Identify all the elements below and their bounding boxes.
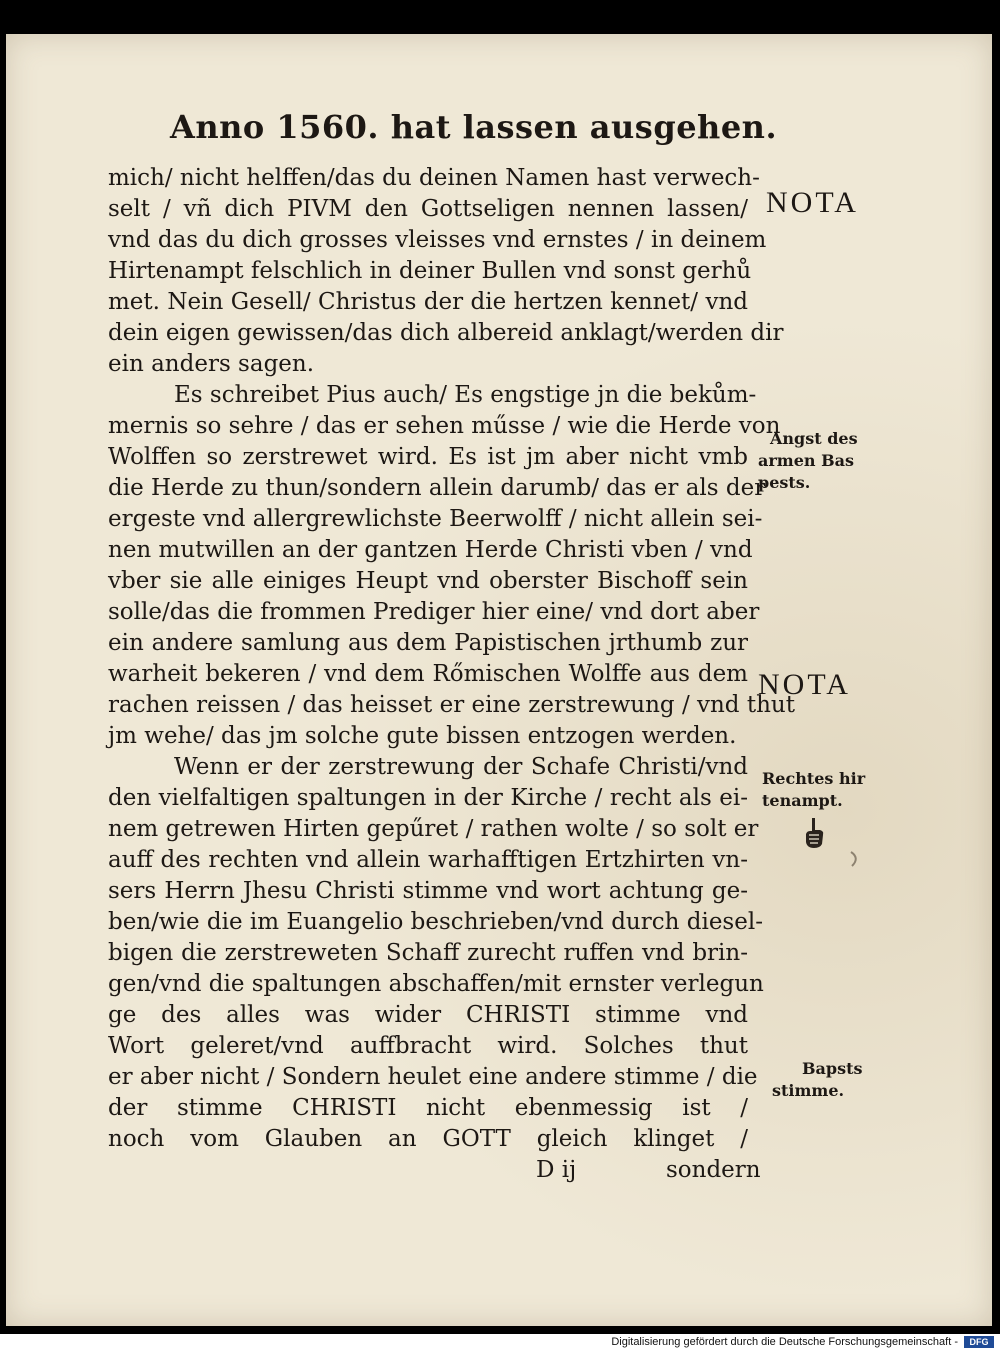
text-line: den vielfaltigen spaltungen in der Kirche / recht als ei- bbox=[108, 785, 748, 811]
text-line: nem getrewen Hirten gepűret / rathen wolte / so solt er bbox=[108, 816, 759, 842]
margin-note-line: tenampt. bbox=[762, 791, 843, 810]
text-line: ge des alles was wider CHRISTI stimme vnd bbox=[108, 1002, 748, 1028]
text-line: gen/vnd die spaltungen abschaffen/mit ernster verlegun bbox=[108, 971, 764, 997]
text-line: er aber nicht / Sondern heulet eine andere stimme / die bbox=[108, 1064, 758, 1090]
text-line: sers Herrn Jhesu Christi stimme vnd wort achtung ge- bbox=[108, 878, 748, 904]
text-line: met. Nein Gesell/ Christus der die hertzen kennet/ vnd bbox=[108, 289, 748, 315]
margin-note-line: Angst des bbox=[770, 429, 858, 448]
text-line: vber sie alle einiges Heupt vnd oberster Bischoff sein bbox=[108, 568, 748, 594]
margin-note-line: armen Bas bbox=[758, 451, 855, 470]
catchword: sondern bbox=[666, 1157, 761, 1183]
margin-note-line: pests. bbox=[758, 473, 811, 492]
text-line: noch vom Glauben an GOTT gleich klinget / bbox=[108, 1126, 748, 1152]
text-line: Hirtenampt felschlich in deiner Bullen vnd sonst gerhů bbox=[108, 258, 752, 284]
text-line: nen mutwillen an der gantzen Herde Christi vben / vnd bbox=[108, 537, 753, 563]
text-line: ben/wie die im Euangelio beschrieben/vnd durch diesel- bbox=[108, 909, 763, 935]
text-line: vnd das du dich grosses vleisses vnd ernstes / in deinem bbox=[108, 227, 767, 253]
text-line: jm wehe/ das jm solche gute bissen entzogen werden. bbox=[108, 723, 737, 749]
margin-note-line: Rechtes hir bbox=[762, 769, 866, 788]
text-line: Wenn er der zerstrewung der Schafe Christi/vnd bbox=[174, 754, 748, 780]
text-line: warheit bekeren / vnd dem Rőmischen Wolffe aus dem bbox=[108, 661, 748, 687]
text-line: mernis so sehre / das er sehen műsse / wie die Herde von bbox=[108, 413, 781, 439]
text-line: ergeste vnd allergrewlichste Beerwolff / nicht allein sei- bbox=[108, 506, 763, 532]
text-line: bigen die zerstreweten Schaff zurecht ruffen vnd brin- bbox=[108, 940, 748, 966]
dfg-logo: DFG bbox=[964, 1336, 994, 1348]
text-line: mich/ nicht helffen/das du deinen Namen hast verwech- bbox=[108, 165, 760, 191]
text-line: rachen reissen / das heisset er eine zerstrewung / vnd thut bbox=[108, 692, 795, 718]
margin-note-rechtes bbox=[762, 768, 865, 812]
text-line: selt / vñ dich PIVM den Gottseligen nennen lassen/ bbox=[108, 196, 748, 222]
text-line: die Herde zu thun/sondern allein darumb/ das er als der bbox=[108, 475, 766, 501]
margin-note-bapst bbox=[772, 1058, 862, 1102]
margin-note-nota: NOTA bbox=[758, 668, 851, 701]
footer-credit: Digitalisierung gefördert durch die Deutsche Forschungsgemeinschaft - bbox=[611, 1336, 958, 1348]
text-line: Wolffen so zerstrewet wird. Es ist jm aber nicht vmb bbox=[108, 444, 748, 470]
text-line: dein eigen gewissen/das dich albereid anklagt/werden dir bbox=[108, 320, 784, 346]
text-line: der stimme CHRISTI nicht ebenmessig ist / bbox=[108, 1095, 748, 1121]
text-line: ein anders sagen. bbox=[108, 351, 315, 377]
text-line: Es schreibet Pius auch/ Es engstige jn die bekům- bbox=[174, 382, 757, 408]
text-line: ein andere samlung aus dem Papistischen jrthumb zur bbox=[108, 630, 748, 656]
margin-note-nota: NOTA bbox=[766, 186, 859, 219]
text-line: auff des rechten vnd allein warhafftigen Ertzhirten vn- bbox=[108, 847, 748, 873]
margin-note-line: Bapsts bbox=[802, 1059, 863, 1078]
footer-bar bbox=[0, 1334, 1000, 1351]
margin-note-angst bbox=[758, 428, 858, 494]
signature-mark: D ij bbox=[536, 1157, 577, 1183]
pointing-hand-icon bbox=[800, 816, 828, 850]
text-line: Wort geleret/vnd auffbracht wird. Solches thut bbox=[108, 1033, 748, 1059]
signature-line bbox=[108, 1155, 761, 1186]
running-head: Anno 1560. hat lassen ausgehen. bbox=[170, 108, 778, 146]
text-line: solle/das die frommen Prediger hier eine/ vnd dort aber bbox=[108, 599, 760, 625]
margin-note-line: stimme. bbox=[772, 1081, 845, 1100]
paper-mark-icon bbox=[848, 850, 862, 868]
